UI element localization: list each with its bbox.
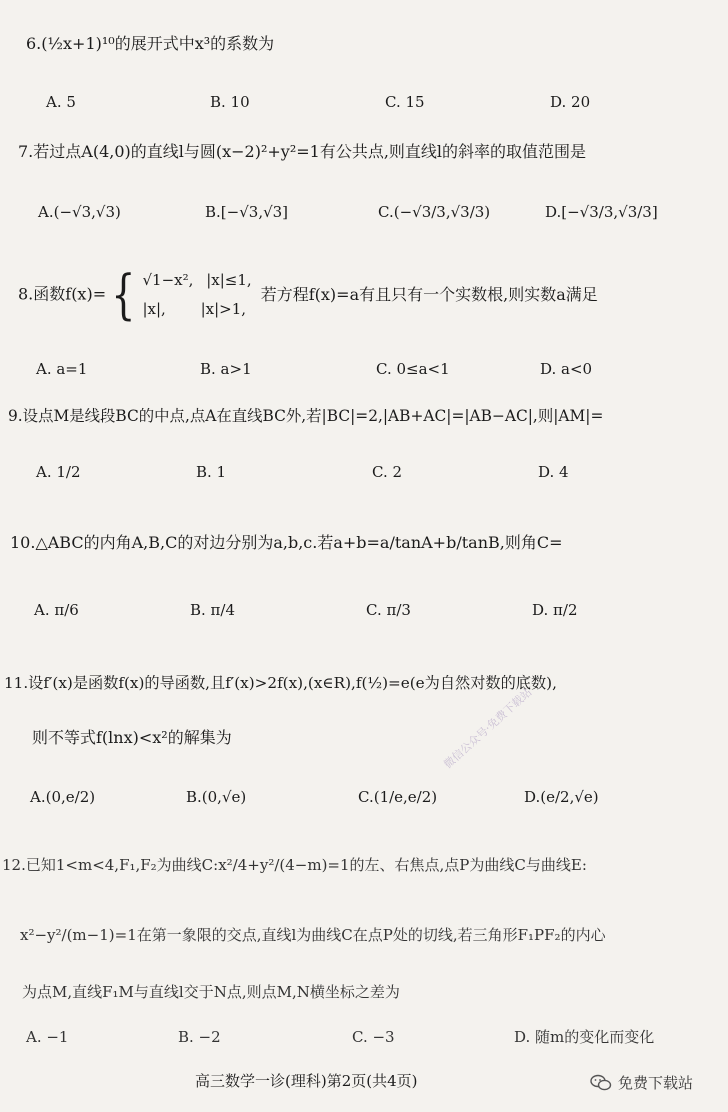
question-12-stem-line2: x²−y²/(m−1)=1在第一象限的交点,直线l为曲线C在点P处的切线,若三角形F₁PF₂的内心 — [20, 926, 606, 944]
q9-option-d: D. 4 — [538, 463, 569, 481]
page-footer: 高三数学一诊(理科)第2页(共4页) — [195, 1072, 418, 1090]
q8-case2-cond: |x|>1, — [200, 299, 247, 318]
q12-option-c: C. −3 — [352, 1028, 395, 1046]
question-8-stem — [18, 263, 598, 326]
q8-option-c: C. 0≤a<1 — [376, 360, 450, 378]
q11-option-d: D.(e/2,√e) — [524, 788, 599, 806]
question-12-stem-line3: 为点M,直线F₁M与直线l交于N点,则点M,N横坐标之差为 — [22, 983, 400, 1001]
q8-case2-expr: |x|, — [142, 299, 166, 318]
q6-option-a: A. 5 — [46, 93, 76, 111]
q8-option-b: B. a>1 — [200, 360, 252, 378]
question-12-stem-line1: 12.已知1<m<4,F₁,F₂为曲线C:x²/4+y²/(4−m)=1的左、右焦点,点P为曲线C与曲线E: — [2, 856, 587, 874]
watermark: 微信公众号·免费下载站 — [441, 685, 535, 772]
q10-option-d: D. π/2 — [532, 601, 578, 619]
q12-option-d: D. 随m的变化而变化 — [514, 1028, 655, 1046]
question-10-stem: 10.△ABC的内角A,B,C的对边分别为a,b,c.若a+b=a/tanA+b/tanB,则角C= — [10, 533, 563, 552]
q7-option-d: D.[−√3/3,√3/3] — [545, 203, 658, 221]
question-11-stem-line1: 11.设f′(x)是函数f(x)的导函数,且f′(x)>2f(x),(x∈R),f(½)=e(e为自然对数的底数), — [4, 674, 557, 692]
question-11-stem-line2: 则不等式f(lnx)<x²的解集为 — [32, 728, 232, 747]
q7-option-c: C.(−√3/3,√3/3) — [378, 203, 491, 221]
question-6-stem: 6.(½x+1)¹⁰的展开式中x³的系数为 — [26, 34, 275, 53]
q10-option-c: C. π/3 — [366, 601, 411, 619]
q8-option-d: D. a<0 — [540, 360, 593, 378]
q7-option-b: B.[−√3,√3] — [205, 203, 289, 221]
q11-option-a: A.(0,e/2) — [30, 788, 96, 806]
q8-case1-cond: |x|≤1, — [206, 271, 252, 289]
q9-option-b: B. 1 — [196, 463, 227, 481]
q10-option-b: B. π/4 — [190, 601, 236, 619]
q9-option-a: A. 1/2 — [36, 463, 81, 481]
q9-option-c: C. 2 — [372, 463, 403, 481]
q11-option-c: C.(1/e,e/2) — [358, 788, 438, 806]
q6-option-b: B. 10 — [210, 93, 250, 111]
q6-option-d: D. 20 — [550, 93, 591, 111]
q10-option-a: A. π/6 — [34, 601, 79, 619]
q8-piecewise-cases — [142, 266, 251, 323]
q8-suffix: 若方程f(x)=a有且只有一个实数根,则实数a满足 — [260, 284, 598, 304]
q12-option-b: B. −2 — [178, 1028, 221, 1046]
q8-case1-expr: √1−x², — [142, 271, 194, 289]
q7-option-a: A.(−√3,√3) — [38, 203, 121, 221]
q8-prefix: 8.函数f(x)= — [18, 284, 107, 304]
wechat-icon — [590, 1074, 612, 1092]
brand-label: 免费下载站 — [618, 1074, 694, 1092]
question-7-stem: 7.若过点A(4,0)的直线l与圆(x−2)²+y²=1有公共点,则直线l的斜率的取值范围是 — [18, 142, 587, 161]
q12-option-a: A. −1 — [26, 1028, 69, 1046]
q8-option-a: A. a=1 — [36, 360, 88, 378]
brace-icon: { — [111, 263, 136, 326]
brand-badge — [590, 1072, 693, 1093]
question-9-stem: 9.设点M是线段BC的中点,点A在直线BC外,若|BC|=2,|AB+AC|=|AB−AC|,则|AM|= — [8, 407, 604, 425]
q11-option-b: B.(0,√e) — [186, 788, 247, 806]
q6-option-c: C. 15 — [385, 93, 425, 111]
